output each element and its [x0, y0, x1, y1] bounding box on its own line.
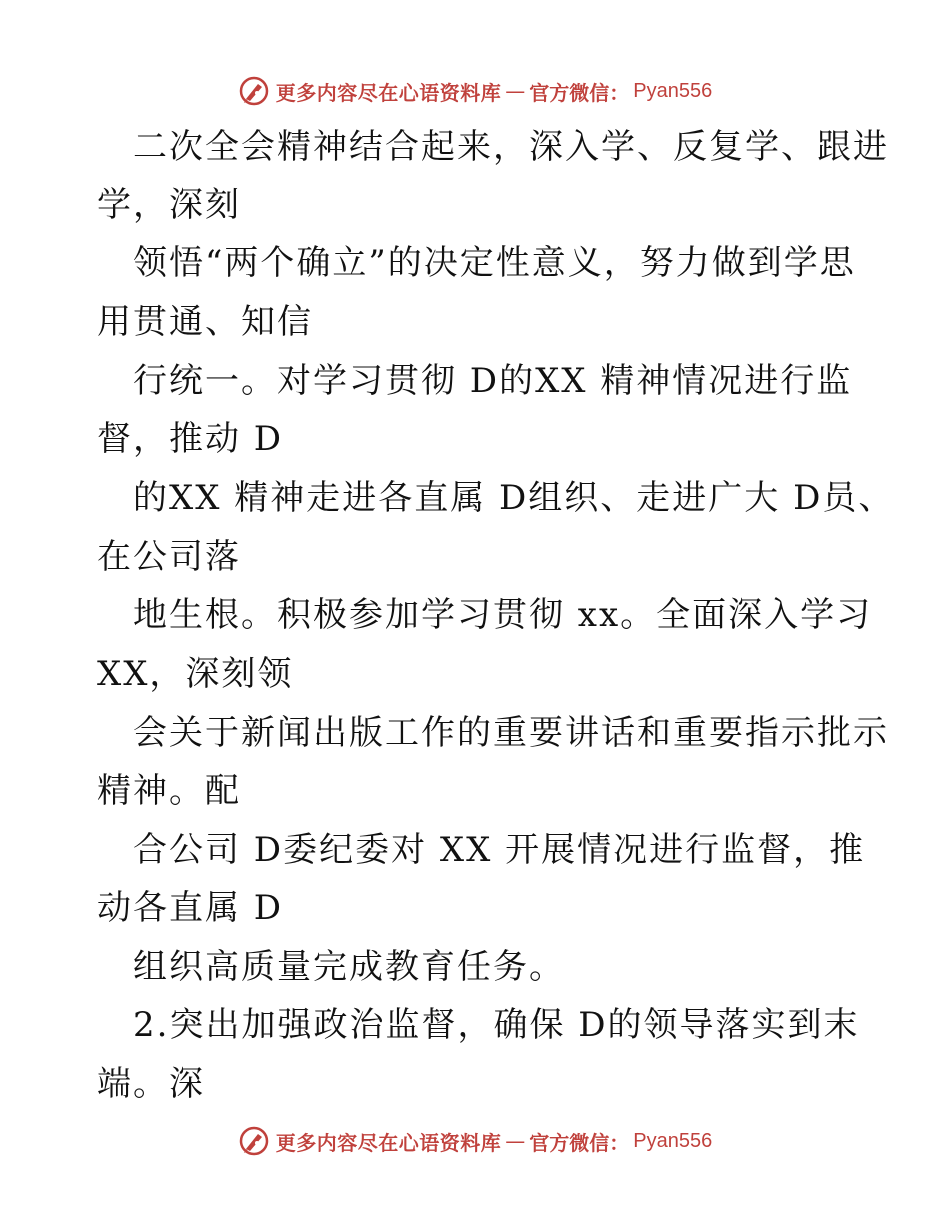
text-line: 用贯通、知信	[97, 302, 313, 342]
text-line: 在公司落	[97, 537, 241, 577]
text-line: 端。深	[97, 1064, 205, 1104]
watermark-label: 官方微信：	[529, 80, 630, 105]
text-line: XX，深刻领	[97, 654, 294, 694]
watermark-wechat-id: Pyan556	[633, 1129, 713, 1152]
footer-watermark	[0, 1121, 950, 1161]
text-line: 2.突出加强政治监督，确保 D的领导落实到末	[133, 1005, 860, 1045]
header-watermark	[0, 71, 950, 111]
watermark-label: 官方微信：	[529, 1130, 630, 1155]
watermark-wechat-id: Pyan556	[633, 79, 713, 102]
text-line: 合公司 D委纪委对 XX 开展情况进行监督，推	[133, 830, 866, 870]
text-line: 地生根。积极参加学习贯彻 xx。全面深入学习	[133, 595, 873, 635]
text-line: 的XX 精神走进各直属 D组织、走进广大 D员、	[133, 478, 895, 518]
watermark-text: 更多内容尽在心语资料库	[275, 1130, 502, 1155]
watermark-separator: —	[505, 79, 526, 103]
text-line: 学，深刻	[97, 185, 241, 225]
text-line: 组织高质量完成教育任务。	[133, 947, 565, 987]
pen-logo-icon	[238, 75, 270, 107]
watermark-separator: —	[505, 1129, 526, 1153]
text-line: 督，推动 D	[97, 419, 284, 459]
watermark-text: 更多内容尽在心语资料库	[275, 80, 502, 105]
text-line: 会关于新闻出版工作的重要讲话和重要指示批示	[133, 713, 889, 753]
text-line: 二次全会精神结合起来，深入学、反复学、跟进	[133, 127, 889, 167]
text-line: 动各直属 D	[97, 888, 284, 928]
pen-logo-icon	[238, 1125, 270, 1157]
text-line: 领悟“两个确立”的决定性意义，努力做到学思	[133, 243, 856, 283]
text-line: 精神。配	[97, 771, 241, 811]
text-line: 行统一。对学习贯彻 D的XX 精神情况进行监	[133, 361, 853, 401]
